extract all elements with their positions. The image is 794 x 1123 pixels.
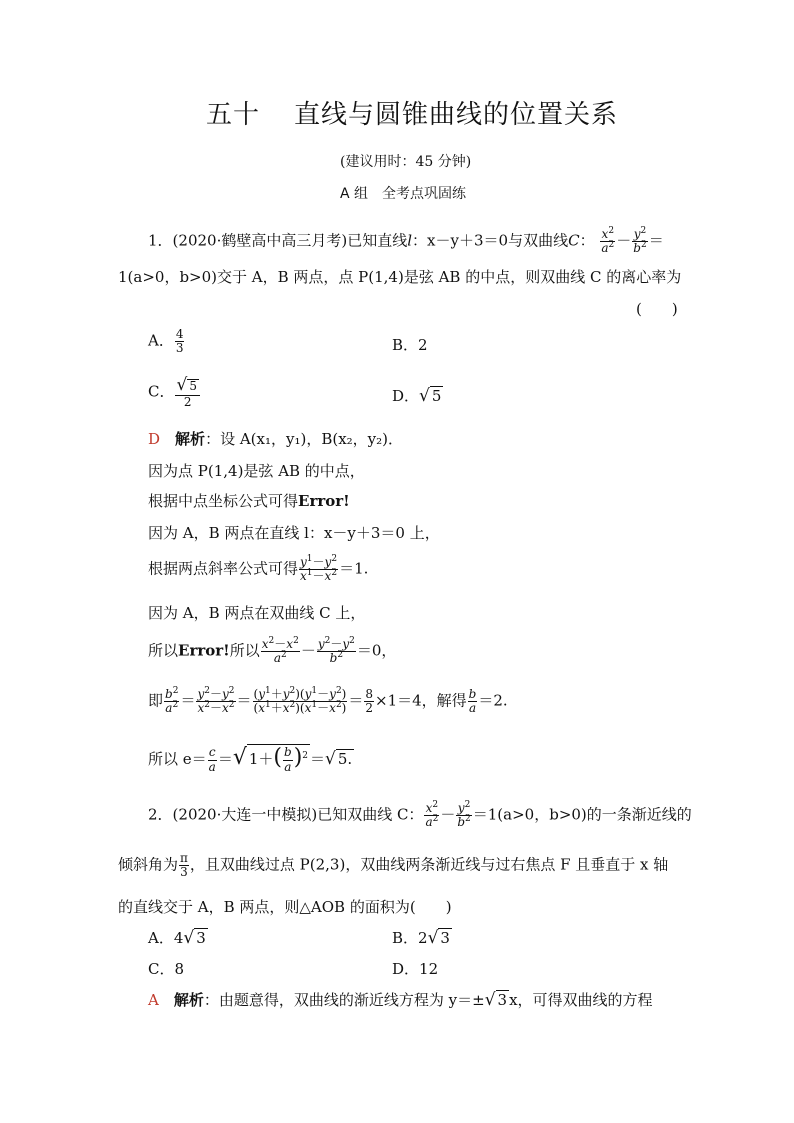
q2-solution-1: A 解析：由题意得，双曲线的渐近线方程为 y＝±√ 3 x，可得双曲线的方程 <box>148 990 653 1010</box>
q1-solution-5: 根据两点斜率公式可得 $\frac{y^1-y^2}{x^1-x^2}$ ＝1. <box>148 554 369 584</box>
q1-option-c: C． $\frac{√ 5}{2}$ <box>148 376 201 409</box>
q1-solution-1: D 解析：设 A(x₁，y₁)，B(x₂，y₂)． <box>148 430 404 448</box>
q2-option-d: D．12 <box>392 960 439 978</box>
q1-solution-9: 所以 e＝ $\frac{c}{a}$ ＝√ 1＋( $\frac{b}{a}$ )$^2$ ＝√ 5. <box>148 745 353 774</box>
q2-answer: A <box>148 991 159 1009</box>
q1-option-d: D．√ 5 <box>392 386 442 406</box>
q1-solution-2: 因为点 P(1,4)是弦 AB 的中点， <box>148 462 365 480</box>
q1-solution-8: 即 $\frac{b^2}{a^2}$ ＝ $\frac{y^2-y^2}{x^2-x^2}$ ＝ $\frac{(y^1+y^2)(y^1-y^2)}{(x^1+x^2)(x^1-x^2)}$ ＝ $\frac{8}{2}$ ×1＝4，解得 $\frac{b}{a}$ ＝2. <box>148 686 508 716</box>
q2-line3: 的直线交于 A，B 两点，则△AOB 的面积为( ) <box>118 898 452 916</box>
q1-line2: 1(a>0，b>0)交于 A，B 两点，点 P(1,4)是弦 AB 的中点，则双曲线 C 的离心率为 <box>118 268 682 286</box>
q2-option-c: C．8 <box>148 960 185 978</box>
q1-solution-3: 根据中点坐标公式可得Error! <box>148 492 350 510</box>
title-number: 五十 <box>206 100 261 130</box>
q1-answer: D <box>148 430 161 448</box>
page-title <box>206 100 618 131</box>
q2-option-a: A．4√ 3 <box>148 928 206 948</box>
q1-solution-4: 因为 A，B 两点在直线 l：x－y＋3＝0 上， <box>148 524 440 542</box>
title-text: 直线与圆锥曲线的位置关系 <box>294 100 619 130</box>
q2-line1: 2．(2020·大连一中模拟)已知双曲线 C： $\frac{x^2}{a^2}$ － $\frac{y^2}{b^2}$ ＝1(a>0，b>0)的一条渐近线的 <box>148 800 692 830</box>
q2-option-b: B．2√ 3 <box>392 928 450 948</box>
q1-paren: ( ) <box>636 300 678 318</box>
q1-solution-6: 因为 A，B 两点在双曲线 C 上， <box>148 604 366 622</box>
q2-line2: 倾斜角为 $\frac{\pi}{3}$ ，且双曲线过点 P(2,3)，双曲线两条渐近线与过右焦点 F 且垂直于 x 轴 <box>118 851 669 880</box>
time-note: (建议用时：45 分钟) <box>340 154 472 170</box>
group-heading: A 组 全考点巩固练 <box>340 186 467 202</box>
q1-option-b: B．2 <box>392 336 428 354</box>
q1-option-a: A． $\frac{4}{3}$ <box>148 327 184 356</box>
frac-x2-a2: $\frac{x^2}{a^2}$ <box>601 226 615 256</box>
q1-solution-7: 所以Error!所以 $\frac{x^2-x^2}{a^2}$ － $\frac{y^2-y^2}{b^2}$ ＝0， <box>148 636 397 666</box>
q1-line1: 1．(2020·鹤壁高中高三月考)已知直线l：x－y＋3＝0与双曲线C： $\frac{x^2}{a^2}$ － $\frac{y^2}{b^2}$ ＝ <box>148 226 664 256</box>
